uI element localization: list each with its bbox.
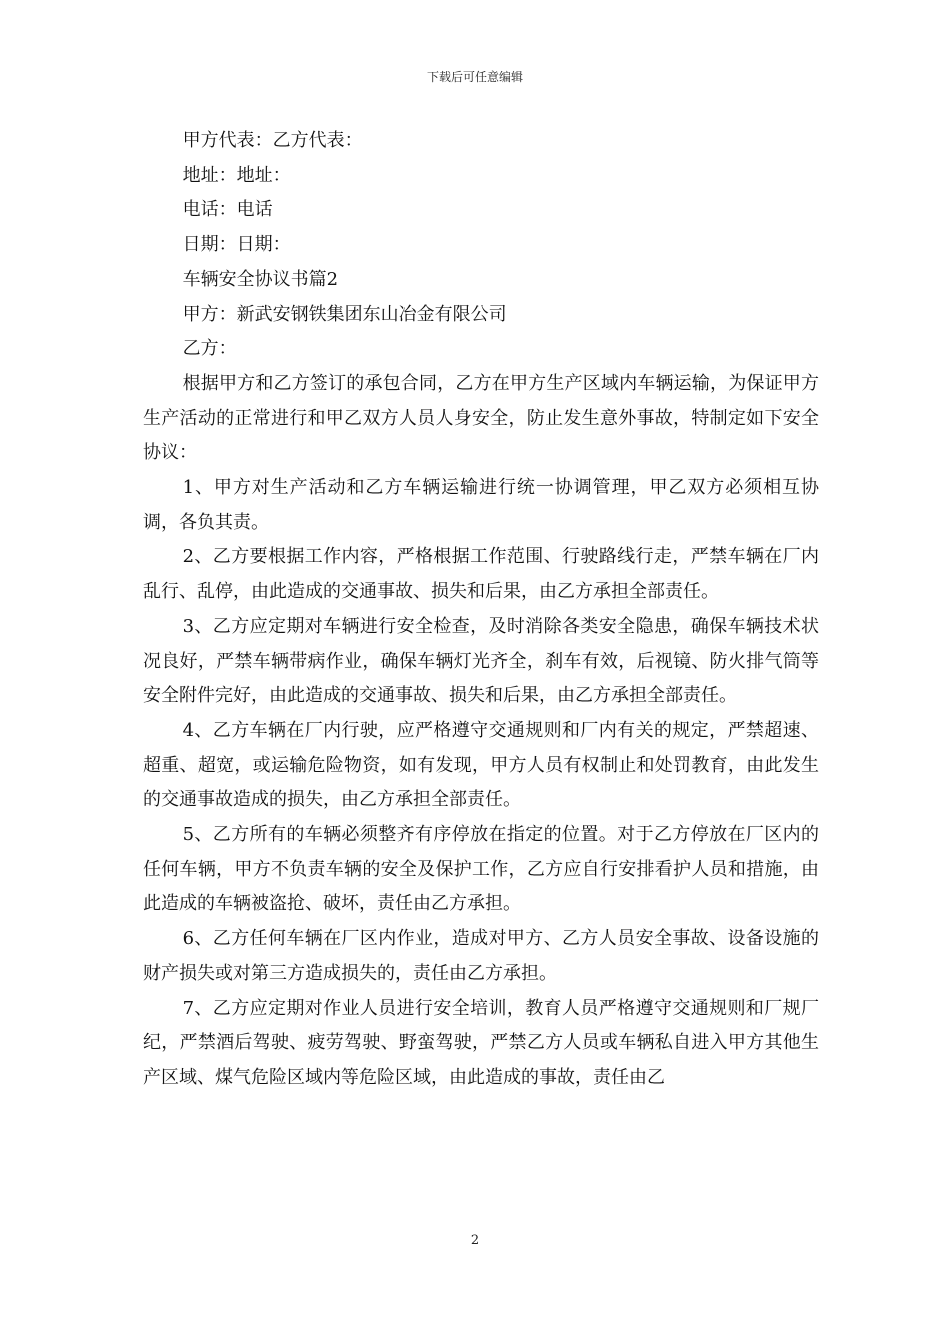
date-line: 日期：日期： — [182, 234, 291, 256]
phone-line: 电话：电话 — [182, 199, 273, 221]
address-line: 地址：地址： — [182, 164, 291, 186]
party-b-line: 乙方： — [182, 338, 237, 360]
clause-5: 5、乙方所有的车辆必须整齐有序停放在指定的位置。对于乙方停放在厂区内的任何车辆，甲方不负责车辆的安全及保护工作，乙方应自行安排看护人员和措施，由此造成的车辆被盗抢、破坏，责任由乙方承担。 — [143, 824, 819, 915]
page-number: 2 — [470, 1233, 480, 1248]
clause-7: 7、乙方应定期对作业人员进行安全培训，教育人员严格遵守交通规则和厂规厂纪，严禁酒后驾驶、疲劳驾驶、野蛮驾驶，严禁乙方人员或车辆私自进入甲方其他生产区域、煤气危险区域内等危险区域，由此造成的事故，责任由乙 — [143, 997, 819, 1088]
section-title: 车辆安全协议书篇2 — [182, 268, 339, 290]
clause-6: 6、乙方任何车辆在厂区内作业，造成对甲方、乙方人员安全事故、设备设施的财产损失或对第三方造成损失的，责任由乙方承担。 — [143, 928, 819, 984]
page-header: 下载后可任意编辑 — [426, 70, 523, 84]
clause-1: 1、甲方对生产活动和乙方车辆运输进行统一协调管理，甲乙双方必须相互协调，各负其责。 — [143, 477, 819, 533]
party-a-line: 甲方：新武安钢铁集团东山冶金有限公司 — [182, 303, 507, 325]
party-representatives-line: 甲方代表：乙方代表： — [182, 130, 363, 151]
document-body — [143, 124, 819, 1096]
intro-paragraph: 根据甲方和乙方签订的承包合同，乙方在甲方生产区域内车辆运输，为保证甲方生产活动的正常进行和甲乙双方人员人身安全，防止发生意外事故，特制定如下安全协议： — [143, 372, 819, 464]
clause-4: 4、乙方车辆在厂内行驶，应严格遵守交通规则和厂内有关的规定，严禁超速、超重、超宽，或运输危险物资，如有发现，甲方人员有权制止和处罚教育，由此发生的交通事故造成的损失，由乙方承担全部责任。 — [143, 719, 819, 811]
clause-3: 3、乙方应定期对车辆进行安全检查，及时消除各类安全隐患，确保车辆技术状况良好，严禁车辆带病作业，确保车辆灯光齐全，刹车有效，后视镜、防火排气筒等安全附件完好，由此造成的交通事故、损失和后果，由乙方承担全部责任。 — [143, 615, 819, 707]
clause-2: 2、乙方要根据工作内容，严格根据工作范围、行驶路线行走，严禁车辆在厂内乱行、乱停，由此造成的交通事故、损失和后果，由乙方承担全部责任。 — [143, 546, 819, 603]
